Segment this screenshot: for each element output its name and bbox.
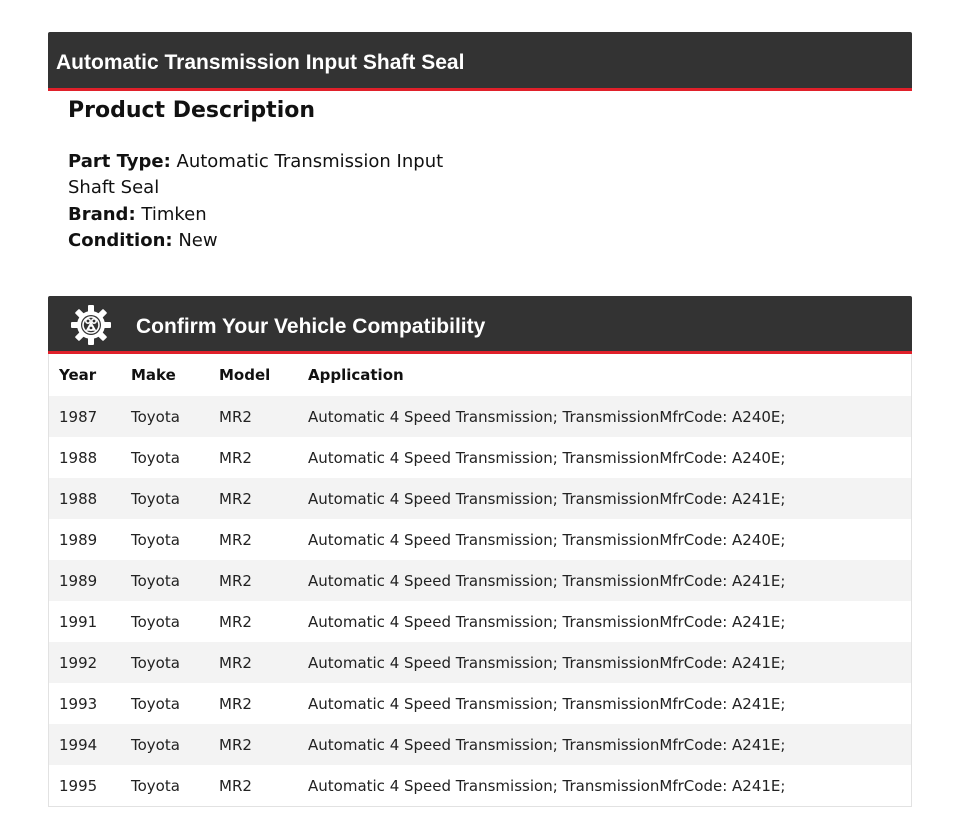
cell-make: Toyota <box>121 560 209 601</box>
cell-make: Toyota <box>121 765 209 806</box>
table-row <box>49 642 911 683</box>
spec-brand <box>68 202 488 228</box>
cell-application: Automatic 4 Speed Transmission; TransmissionMfrCode: A241E; <box>298 601 911 642</box>
cell-year: 1992 <box>49 642 121 683</box>
cell-model: MR2 <box>209 478 298 519</box>
compatibility-header <box>48 296 912 354</box>
cell-year: 1994 <box>49 724 121 765</box>
description-heading: Product Description <box>68 98 316 123</box>
column-header-application: Application <box>308 366 404 384</box>
spec-brand-value: Timken <box>141 203 207 225</box>
cell-year: 1993 <box>49 683 121 724</box>
cell-make: Toyota <box>121 601 209 642</box>
cell-make: Toyota <box>121 396 209 437</box>
cell-model: MR2 <box>209 765 298 806</box>
compatibility-table <box>49 354 911 806</box>
spec-condition-value: New <box>178 230 218 252</box>
cell-year: 1989 <box>49 519 121 560</box>
cell-make: Toyota <box>121 683 209 724</box>
spec-condition <box>68 228 488 254</box>
column-header-model: Model <box>219 366 271 384</box>
spec-brand-label: Brand: <box>68 203 136 225</box>
product-title: Automatic Transmission Input Shaft Seal <box>56 51 465 74</box>
table-row <box>49 478 911 519</box>
cell-year: 1988 <box>49 478 121 519</box>
cell-application: Automatic 4 Speed Transmission; TransmissionMfrCode: A241E; <box>298 724 911 765</box>
table-row <box>49 437 911 478</box>
cell-make: Toyota <box>121 437 209 478</box>
cell-model: MR2 <box>209 519 298 560</box>
product-description <box>68 95 488 255</box>
spec-part-type-label: Part Type: <box>68 151 171 172</box>
table-row <box>49 765 911 806</box>
table-row <box>49 601 911 642</box>
cell-model: MR2 <box>209 642 298 683</box>
compatibility-table-container <box>48 354 912 807</box>
cell-make: Toyota <box>121 724 209 765</box>
cell-model: MR2 <box>209 601 298 642</box>
cell-application: Automatic 4 Speed Transmission; TransmissionMfrCode: A241E; <box>298 765 911 806</box>
cell-model: MR2 <box>209 683 298 724</box>
table-row <box>49 683 911 724</box>
gear-icon <box>70 304 112 346</box>
table-row <box>49 519 911 560</box>
cell-make: Toyota <box>121 519 209 560</box>
cell-application: Automatic 4 Speed Transmission; TransmissionMfrCode: A240E; <box>298 437 911 478</box>
table-row <box>49 560 911 601</box>
column-header-year: Year <box>59 366 97 384</box>
cell-application: Automatic 4 Speed Transmission; TransmissionMfrCode: A241E; <box>298 560 911 601</box>
product-specs <box>68 149 488 255</box>
cell-make: Toyota <box>121 478 209 519</box>
cell-model: MR2 <box>209 724 298 765</box>
cell-model: MR2 <box>209 560 298 601</box>
cell-application: Automatic 4 Speed Transmission; TransmissionMfrCode: A241E; <box>298 642 911 683</box>
cell-application: Automatic 4 Speed Transmission; TransmissionMfrCode: A241E; <box>298 683 911 724</box>
spec-part-type <box>68 149 488 202</box>
spec-condition-label: Condition: <box>68 230 173 252</box>
spec-part-type-value: Automatic Transmission Input Shaft Seal <box>68 151 444 199</box>
cell-model: MR2 <box>209 437 298 478</box>
table-row <box>49 396 911 437</box>
cell-application: Automatic 4 Speed Transmission; TransmissionMfrCode: A240E; <box>298 396 911 437</box>
cell-model: MR2 <box>209 396 298 437</box>
cell-year: 1991 <box>49 601 121 642</box>
cell-application: Automatic 4 Speed Transmission; TransmissionMfrCode: A240E; <box>298 519 911 560</box>
cell-year: 1988 <box>49 437 121 478</box>
product-title-bar <box>48 32 912 91</box>
cell-year: 1995 <box>49 765 121 806</box>
table-row <box>49 724 911 765</box>
cell-application: Automatic 4 Speed Transmission; TransmissionMfrCode: A241E; <box>298 478 911 519</box>
cell-year: 1989 <box>49 560 121 601</box>
column-header-make: Make <box>131 366 176 384</box>
cell-year: 1987 <box>49 396 121 437</box>
compatibility-title: Confirm Your Vehicle Compatibility <box>136 315 486 338</box>
table-header-row <box>49 354 911 396</box>
cell-make: Toyota <box>121 642 209 683</box>
